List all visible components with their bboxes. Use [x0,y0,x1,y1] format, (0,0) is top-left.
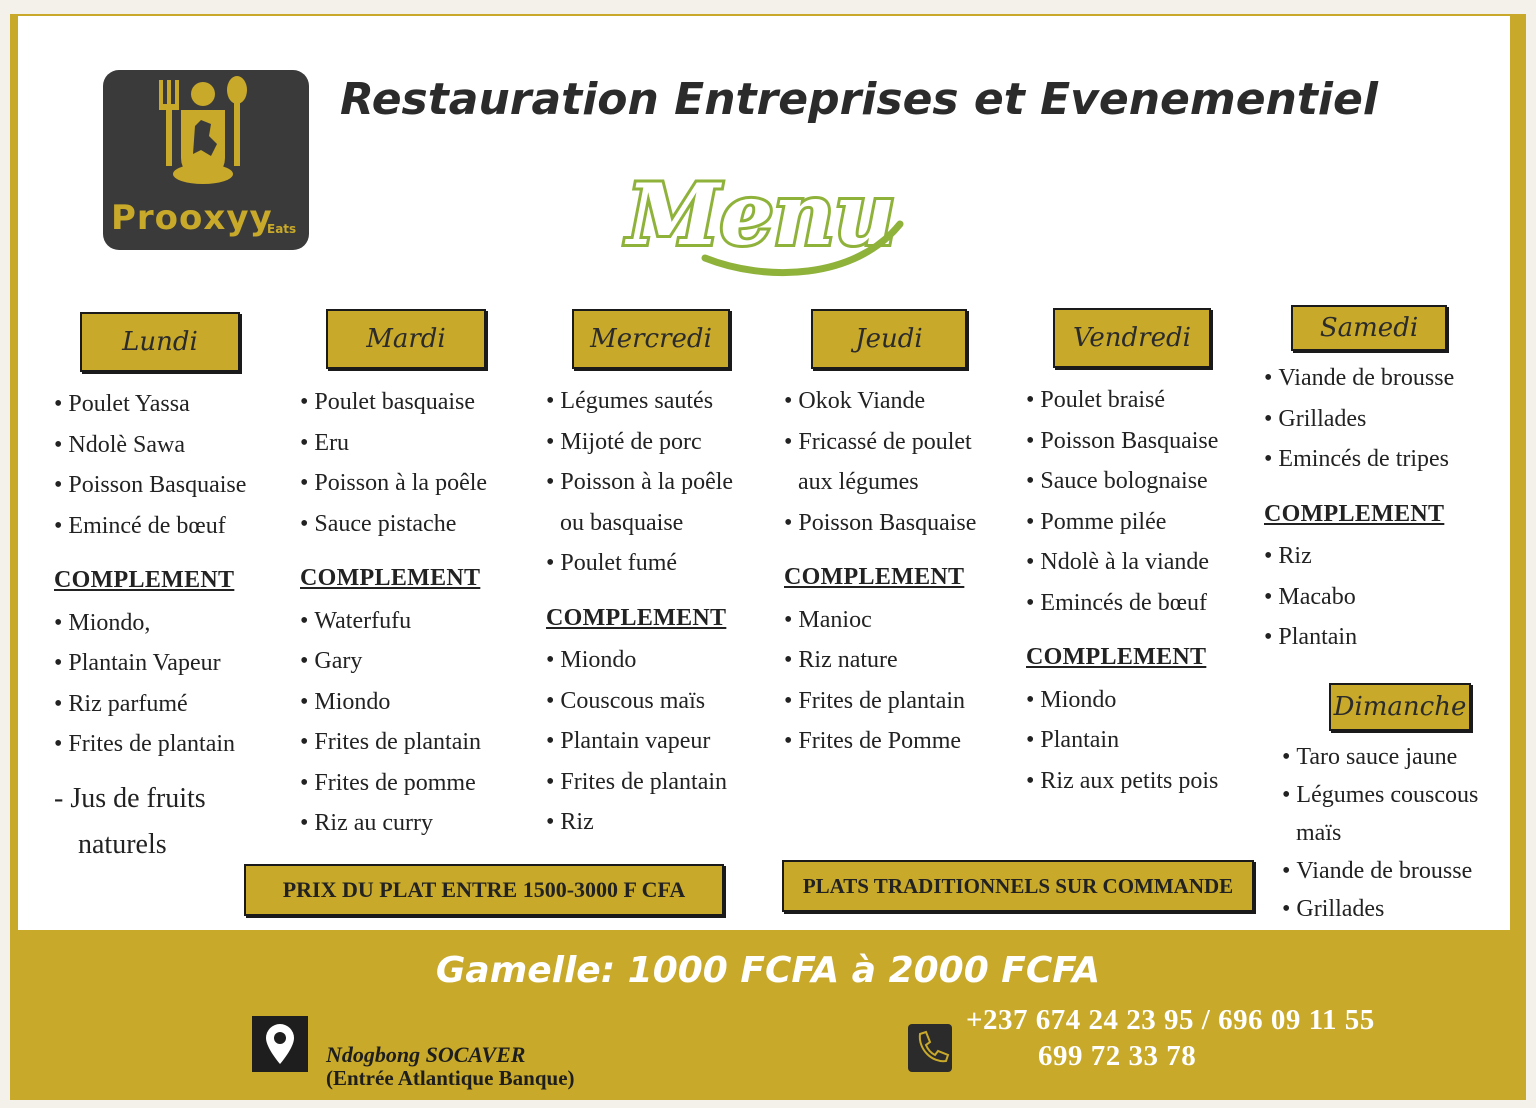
menu-item: • Taro sauce jaune [1282,738,1522,776]
menu-item: • Sauce pistache [300,504,530,545]
menu-item: • Sauce bolognaise [1026,461,1256,502]
menu-item: • Poisson à la poêle [300,463,530,504]
complement-item: • Plantain [1264,617,1504,658]
day-header-dimanche: Dimanche [1329,683,1471,731]
day-header-mercredi: Mercredi [572,309,730,369]
complement-item: • Riz parfumé [54,684,284,725]
complement-item: • Frites de plantain [54,724,284,765]
drink-line: naturels [78,829,167,860]
menu-item: maïs [1296,820,1342,846]
brand-logo [103,70,309,250]
day-header-vendredi: Vendredi [1053,308,1211,368]
address-line-1: Ndogbong SOCAVER [326,1042,526,1067]
menu-item: aux légumes [798,469,919,495]
complement-item: • Gary [300,641,530,682]
drink-line: - Jus de fruits [54,782,206,814]
menu-item: • Okok Viande [784,381,1014,422]
brand-name: Prooxyy [111,198,273,238]
complement-item: • Plantain [1026,720,1256,761]
menu-item: ou basquaise [560,509,684,536]
complement-item: • Riz [1264,536,1504,577]
complement-item: • Frites de Pomme [784,721,1014,762]
complement-item: • Waterfufu [300,601,530,642]
menu-item: • Grillades [1282,890,1522,928]
menu-item: • Légumes couscous [1282,776,1522,814]
complement-item: • Riz au curry [300,803,530,844]
complement-heading: COMPLEMENT [1026,644,1207,670]
day-column-mercredi [546,381,776,843]
complement-item: • Macabo [1264,577,1504,618]
menu-item: • Viande de brousse [1264,358,1504,399]
day-header-samedi: Samedi [1291,305,1447,351]
complement-item: • Frites de plantain [784,681,1014,722]
menu-item: • Fricassé de poulet [784,422,1014,463]
complement-item: • Miondo [300,682,530,723]
menu-item: • Eru [300,423,530,464]
menu-item: • Légumes sautés [546,381,776,422]
complement-item: • Frites de plantain [300,722,530,763]
menu-item: • Pomme pilée [1026,502,1256,543]
menu-item: • Poulet Yassa [54,384,284,425]
complement-item: • Riz [546,802,776,843]
complement-item: • Plantain Vapeur [54,643,284,684]
phone-icon [908,1024,952,1072]
gamelle-price: Gamelle: 1000 FCFA à 2000 FCFA [435,950,1101,991]
complement-item: • Frites de pomme [300,763,530,804]
menu-item: • Poisson Basquaise [1026,421,1256,462]
menu-item: • Poisson Basquaise [784,503,1014,544]
menu-word: Menu [627,165,896,264]
complement-item: • Frites de plantain [546,762,776,803]
complement-heading: COMPLEMENT [1264,500,1445,527]
menu-item: • Poisson à la poêle [546,462,776,503]
complement-item: • Miondo, [54,603,284,644]
menu-item: • Poulet braisé [1026,380,1256,421]
day-header-jeudi: Jeudi [811,309,967,369]
day-column-lundi [54,384,284,866]
complement-heading: COMPLEMENT [546,604,727,631]
complement-item: • Plantain vapeur [546,721,776,762]
complement-heading: COMPLEMENT [300,565,481,591]
day-header-lundi: Lundi [80,312,240,372]
menu-item: • Emincés de tripes [1264,439,1504,480]
menu-item: • Poisson Basquaise [54,465,284,506]
complement-item: • Manioc [784,600,1014,641]
menu-item: • Grillades [1264,399,1504,440]
phone-line-2: 699 72 33 78 [1038,1040,1197,1072]
complement-heading: COMPLEMENT [54,567,235,593]
day-column-jeudi [784,381,1014,762]
address-line-2: (Entrée Atlantique Banque) [326,1066,575,1090]
phone-line-1: +237 674 24 23 95 / 696 09 11 55 [966,1004,1375,1036]
complement-item: • Miondo [546,640,776,681]
complement-item: • Couscous maïs [546,681,776,722]
complement-item: • Miondo [1026,680,1256,721]
menu-item: • Emincé de bœuf [54,506,284,547]
complement-item: • Riz aux petits pois [1026,761,1256,802]
day-column-vendredi [1026,380,1256,801]
day-column-mardi [300,382,530,844]
day-column-samedi [1264,358,1504,658]
menu-item: • Ndolè Sawa [54,425,284,466]
fork-spoon-chef-icon [103,70,309,200]
menu-heading [615,162,915,282]
price-banner: PRIX DU PLAT ENTRE 1500-3000 F CFA [244,864,724,916]
brand-sub: Eats [267,222,297,236]
menu-item: • Emincés de bœuf [1026,583,1256,624]
menu-item: • Viande de brousse [1282,852,1522,890]
day-header-mardi: Mardi [326,309,486,369]
day-column-dimanche [1282,738,1522,928]
menu-item: • Poulet fumé [546,543,776,584]
page-title: Restauration Entreprises et Evenementiel [340,74,1378,125]
menu-item: • Poulet basquaise [300,382,530,423]
complement-heading: COMPLEMENT [784,564,965,590]
menu-item: • Mijoté de porc [546,422,776,463]
complement-item: • Riz nature [784,640,1014,681]
menu-item: • Ndolè à la viande [1026,542,1256,583]
location-pin-icon [252,1016,308,1072]
traditional-banner: PLATS TRADITIONNELS SUR COMMANDE [782,860,1254,912]
